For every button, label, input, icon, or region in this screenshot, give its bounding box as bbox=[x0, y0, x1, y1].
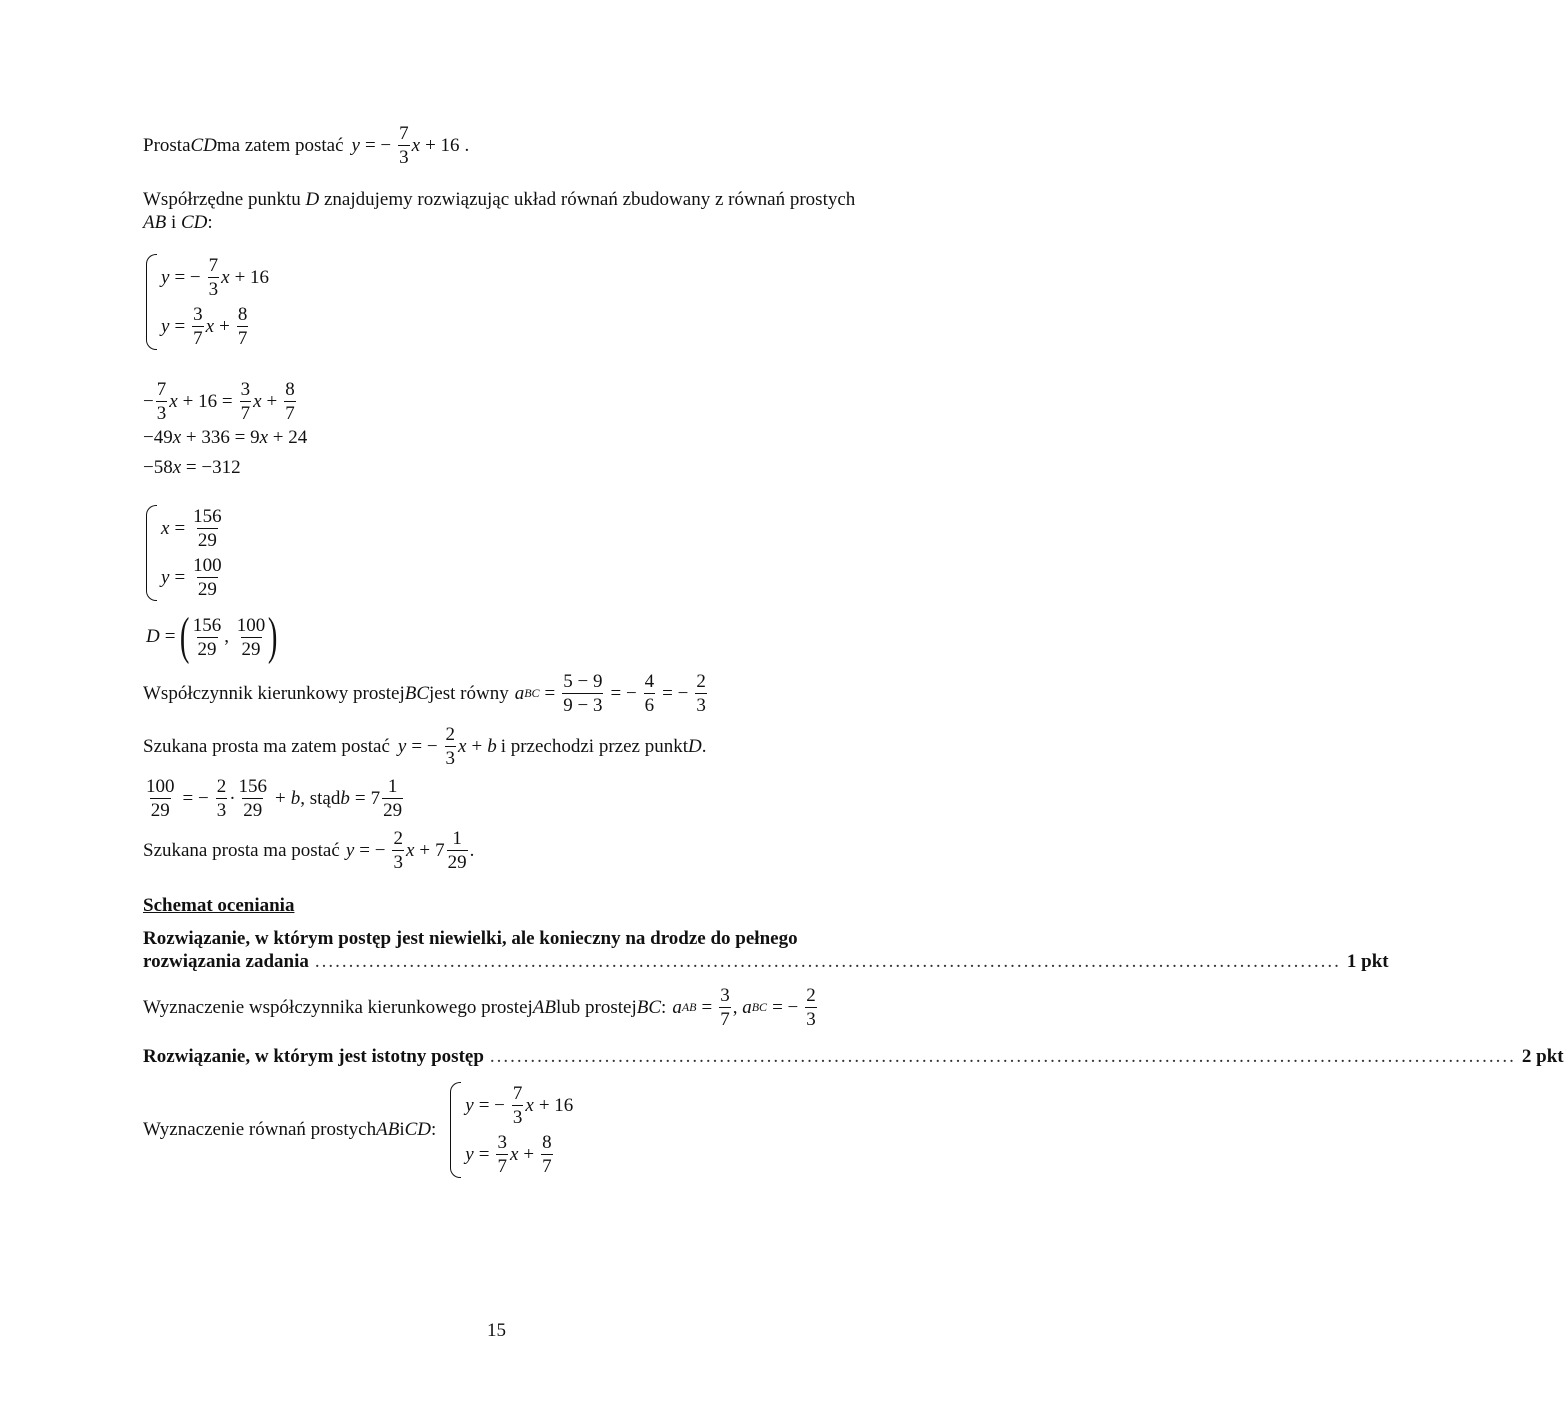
solution-system: x = $\frac{156}{29}$ y = $\frac{100}{29}$ bbox=[146, 505, 225, 601]
slope-bc: Współczynnik kierunkowy prostej BC jest równy a BC = $\frac{5 - 9}{9 - 3}$ = − $\frac{4}{6}$ = − $\frac{2}{3}$ bbox=[143, 671, 706, 716]
points-badge: 2 pkt bbox=[1521, 1046, 1564, 1067]
points-badge: 1 pkt bbox=[1346, 951, 1389, 972]
point-d: D = ( $\frac{156}{29}$ , $\frac{100}{29}$ ) bbox=[146, 608, 278, 665]
level-1-row: rozwiązania zadania ........................................................................................................................................................ 1 pkt bbox=[143, 951, 1389, 972]
section-heading: Schemat oceniania bbox=[143, 895, 295, 916]
level-2-desc: Wyznaczenie równań prostych AB i CD : y = − $\frac{7}{3}$ x + 16 y = $\frac{3}{7}$ x + $\frac{8}{7}$ bbox=[143, 1082, 578, 1178]
solving-steps: − $\frac{7}{3}$ x + 16 = $\frac{3}{7}$ x + $\frac{8}{7}$ −49x + 336 = 9x + 24 −58x = −312 bbox=[143, 379, 308, 478]
page-number: 15 bbox=[487, 1320, 506, 1341]
equation-system-1: y = − $\frac{7}{3}$ x + 16 y = $\frac{3}{7}$ x + $\frac{8}{7}$ bbox=[146, 254, 274, 350]
line-cd-form: Prosta CD ma zatem postać y = − $\frac{7}{3}$ x + 16 . bbox=[143, 123, 470, 168]
fraction: $\frac{7}{3}$ bbox=[399, 123, 409, 168]
level-1-title: Rozwiązanie, w którym postęp jest niewielki, ale konieczny na drodze do pełnego bbox=[143, 928, 798, 949]
level-2-row: Rozwiązanie, w którym jest istotny postęp ........................................................................................................................................................ 2 pkt bbox=[143, 1046, 1564, 1067]
level-1-desc: Wyznaczenie współczynnika kierunkowego prostej AB lub prostej BC : a AB = $\frac{3}{7}$ , a BC = − $\frac{2}{3}$ bbox=[143, 985, 816, 1030]
compute-b: $\frac{100}{29}$ = − $\frac{2}{3}$ · $\frac{156}{29}$ + b , stąd b = 7 $\frac{1}{29}$ bbox=[146, 776, 403, 821]
sought-line: Szukana prosta ma zatem postać y = − $\frac{2}{3}$ x + b i przechodzi przez punkt D . bbox=[143, 724, 707, 769]
equation-system-2: y = − $\frac{7}{3}$ x + 16 y = $\frac{3}{7}$ x + $\frac{8}{7}$ bbox=[450, 1082, 578, 1178]
final-line: Szukana prosta ma postać y = − $\frac{2}{3}$ x + 7 $\frac{1}{29}$ . bbox=[143, 828, 475, 873]
paragraph-point-d: Współrzędne punktu D znajdujemy rozwiązując układ równań zbudowany z równań prostych AB i CD: bbox=[143, 189, 856, 233]
